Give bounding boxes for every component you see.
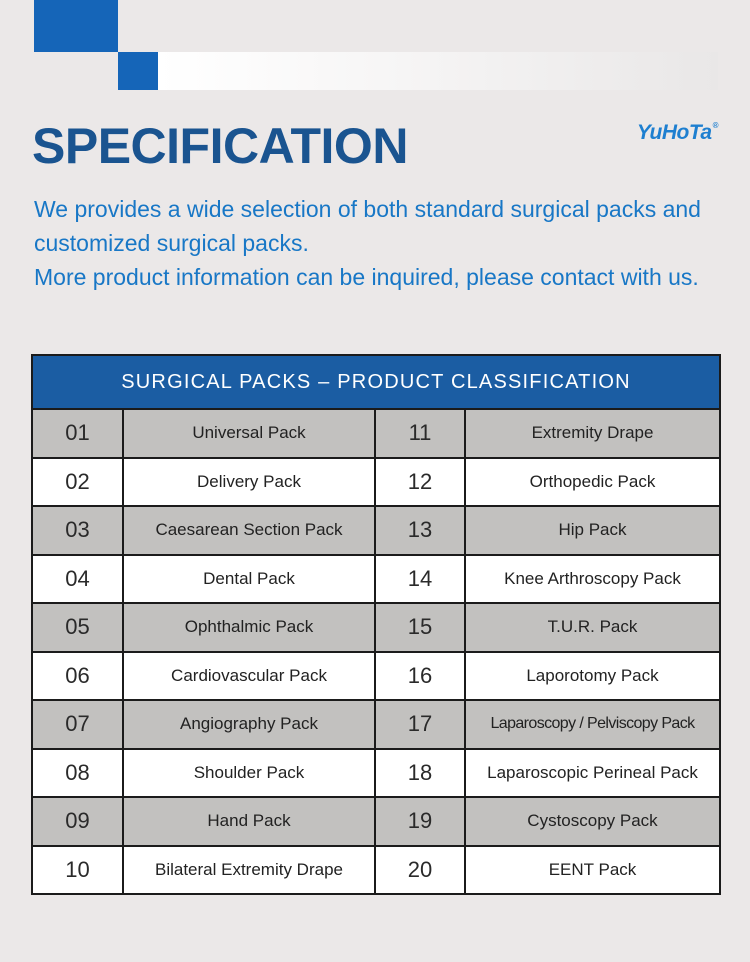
item-number: 14 — [375, 555, 465, 604]
item-name: Universal Pack — [123, 410, 375, 458]
decorative-gradient-bar — [158, 52, 718, 90]
table-row — [33, 458, 719, 507]
decorative-square-small — [118, 52, 158, 90]
item-number: 09 — [33, 797, 123, 846]
item-number: 05 — [33, 603, 123, 652]
item-name: Cardiovascular Pack — [123, 652, 375, 701]
intro-line-1: We provides a wide selection of both standard surgical packs and customized surgical packs. — [34, 196, 701, 256]
item-number: 01 — [33, 410, 123, 458]
table-body — [33, 410, 719, 893]
item-name: T.U.R. Pack — [465, 603, 719, 652]
item-number: 18 — [375, 749, 465, 798]
item-number: 11 — [375, 410, 465, 458]
item-number: 02 — [33, 458, 123, 507]
item-name: Ophthalmic Pack — [123, 603, 375, 652]
table-row — [33, 749, 719, 798]
table-row — [33, 797, 719, 846]
item-number: 20 — [375, 846, 465, 894]
item-number: 10 — [33, 846, 123, 894]
table-row — [33, 846, 719, 894]
item-name: Orthopedic Pack — [465, 458, 719, 507]
item-name: Shoulder Pack — [123, 749, 375, 798]
table-row — [33, 506, 719, 555]
table-row — [33, 603, 719, 652]
item-number: 04 — [33, 555, 123, 604]
page-title: SPECIFICATION — [32, 118, 408, 174]
item-name: Cystoscopy Pack — [465, 797, 719, 846]
item-name: Laporotomy Pack — [465, 652, 719, 701]
table-row — [33, 652, 719, 701]
table-row — [33, 700, 719, 749]
item-number: 17 — [375, 700, 465, 749]
item-number: 19 — [375, 797, 465, 846]
decorative-square-top — [34, 0, 118, 52]
brand-logo — [637, 121, 718, 145]
item-number: 15 — [375, 603, 465, 652]
product-table-grid — [33, 410, 719, 893]
item-name: Bilateral Extremity Drape — [123, 846, 375, 894]
item-number: 07 — [33, 700, 123, 749]
item-name: Laparoscopy / Pelviscopy Pack — [465, 700, 719, 749]
item-number: 16 — [375, 652, 465, 701]
item-name: Hand Pack — [123, 797, 375, 846]
item-name: EENT Pack — [465, 846, 719, 894]
item-number: 06 — [33, 652, 123, 701]
table-title: SURGICAL PACKS – PRODUCT CLASSIFICATION — [33, 356, 719, 410]
item-name: Dental Pack — [123, 555, 375, 604]
item-name: Extremity Drape — [465, 410, 719, 458]
item-name: Angiography Pack — [123, 700, 375, 749]
product-classification-table — [31, 354, 721, 895]
item-number: 03 — [33, 506, 123, 555]
item-number: 08 — [33, 749, 123, 798]
table-row — [33, 555, 719, 604]
intro-line-2: More product information can be inquired, please contact with us. — [34, 264, 699, 290]
item-name: Caesarean Section Pack — [123, 506, 375, 555]
item-number: 13 — [375, 506, 465, 555]
registered-mark-icon: ® — [712, 121, 718, 130]
table-row — [33, 410, 719, 458]
brand-logo-text: YuHoTa — [636, 121, 712, 144]
item-name: Hip Pack — [465, 506, 719, 555]
intro-text — [34, 192, 734, 294]
item-name: Knee Arthroscopy Pack — [465, 555, 719, 604]
item-name: Delivery Pack — [123, 458, 375, 507]
item-number: 12 — [375, 458, 465, 507]
item-name: Laparoscopic Perineal Pack — [465, 749, 719, 798]
